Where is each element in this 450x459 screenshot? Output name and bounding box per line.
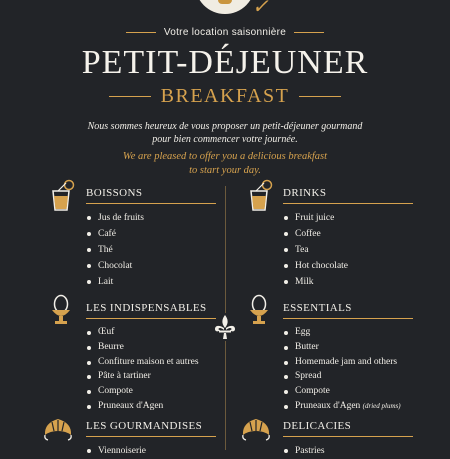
list-item: Pâte à tartiner xyxy=(86,369,216,384)
page-title: PETIT-DÉJEUNER xyxy=(81,44,369,81)
list-item-text: Pruneaux d'Agen xyxy=(295,400,361,411)
list-item: Café xyxy=(86,226,216,242)
intro-french xyxy=(0,120,450,146)
list-item: Œuf xyxy=(86,325,216,340)
header-subtitle: Votre location saisonnière xyxy=(163,26,287,38)
intro-en-line-1: We are pleased to offer you a delicious breakfast xyxy=(122,151,328,162)
section-delicacies xyxy=(283,420,413,459)
egg-cup-icon xyxy=(50,294,72,326)
list-item: Compote xyxy=(86,384,216,399)
list-item: Viennoiserie xyxy=(86,443,216,459)
intro-en-line-2: to start your day. xyxy=(189,165,261,176)
list-item: Milk xyxy=(283,274,413,290)
section-gourmandises xyxy=(86,420,216,459)
juice-glass-icon xyxy=(248,180,274,212)
section-heading: DRINKS xyxy=(283,187,413,204)
list-item: Jus de fruits xyxy=(86,210,216,226)
croissant-icon xyxy=(240,413,272,443)
list-item-note: (dried plums) xyxy=(362,401,401,410)
section-heading: LES GOURMANDISES xyxy=(86,420,216,437)
list-item: Hot chocolate xyxy=(283,258,413,274)
list-item: Compote xyxy=(283,384,413,399)
item-list xyxy=(283,210,413,290)
section-indispensables xyxy=(86,302,216,414)
list-item: Egg xyxy=(283,325,413,340)
section-heading: BOISSONS xyxy=(86,187,216,204)
item-list xyxy=(86,443,216,459)
section-essentials xyxy=(283,302,413,414)
section-heading: ESSENTIALS xyxy=(283,302,413,319)
section-boissons xyxy=(86,187,216,290)
intro-fr-line-1: Nous sommes heureux de vous proposer un petit-déjeuner gourmand xyxy=(87,121,363,132)
item-list xyxy=(283,325,413,414)
juice-glass-icon xyxy=(50,180,76,212)
list-item: Lait xyxy=(86,274,216,290)
intro-english xyxy=(0,150,450,178)
section-drinks xyxy=(283,187,413,290)
list-item: Tea xyxy=(283,242,413,258)
list-item: Spread xyxy=(283,369,413,384)
breakfast-row xyxy=(0,84,450,108)
list-item: Coffee xyxy=(283,226,413,242)
list-item: Homemade jam and others xyxy=(283,355,413,370)
item-list xyxy=(283,443,413,459)
list-item: Thé xyxy=(86,242,216,258)
croissant-icon xyxy=(42,413,74,443)
list-item: Butter xyxy=(283,340,413,355)
list-item: Fruit juice xyxy=(283,210,413,226)
section-heading: LES INDISPENSABLES xyxy=(86,302,216,319)
egg-cup-icon xyxy=(248,294,270,326)
list-item: Pastries xyxy=(283,443,413,459)
list-item: Confiture maison et autres xyxy=(86,355,216,370)
subtitle-row xyxy=(0,24,450,40)
list-item: Chocolat xyxy=(86,258,216,274)
logo-script-mark: ✓ xyxy=(252,0,269,18)
section-heading: DELICACIES xyxy=(283,420,413,437)
intro-fr-line-2: pour bien commencer votre journée. xyxy=(152,134,298,145)
item-list xyxy=(86,210,216,290)
item-list xyxy=(86,325,216,414)
list-item xyxy=(283,399,413,414)
list-item: Pruneaux d'Agen xyxy=(86,399,216,414)
list-item: Beurre xyxy=(86,340,216,355)
page-title-english: BREAKFAST xyxy=(160,84,290,107)
logo-emblem xyxy=(195,0,255,14)
